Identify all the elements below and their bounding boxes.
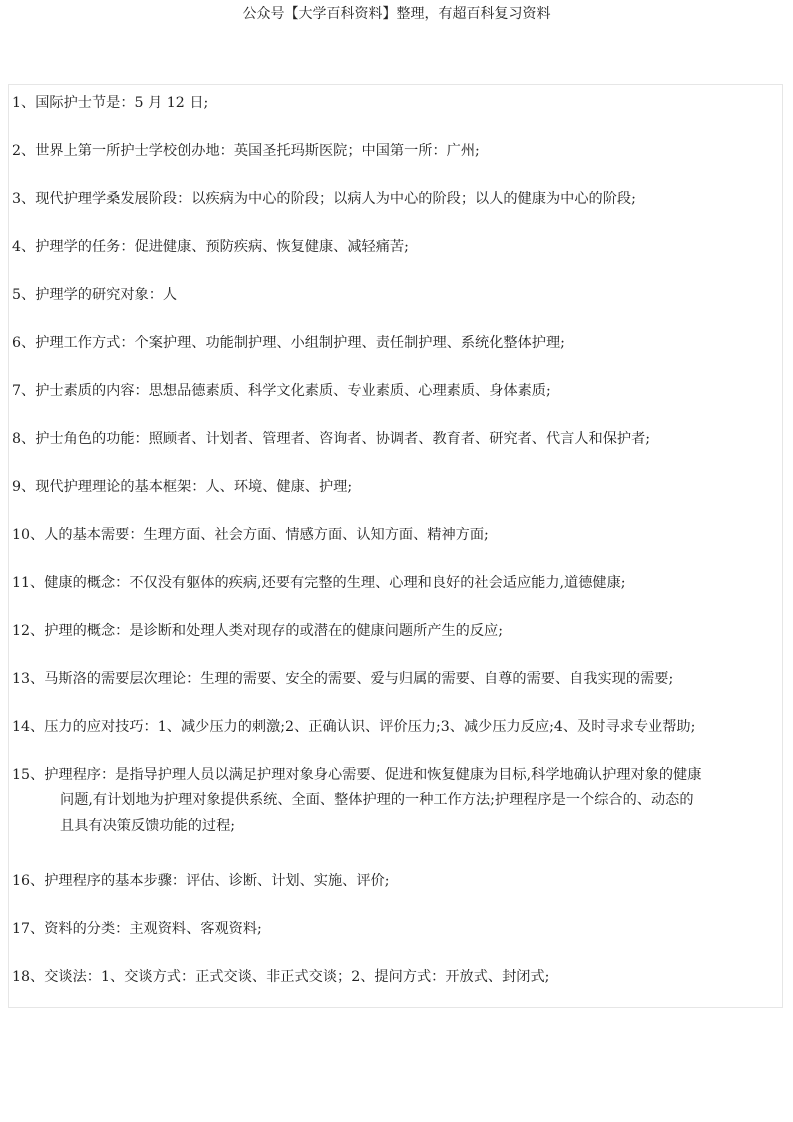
- list-item-15-line-2: 问题,有计划地为护理对象提供系统、全面、整体护理的一种工作方法;护理程序是一个综合的、动态的: [60, 792, 694, 808]
- list-item-13: 13、马斯洛的需要层次理论：生理的需要、安全的需要、爱与归属的需要、自尊的需要、自我实现的需要;: [12, 671, 674, 687]
- list-item-18: 18、交谈法：1、交谈方式：正式交谈、非正式交谈；2、提问方式：开放式、封闭式;: [12, 969, 550, 985]
- content-box: [8, 84, 783, 1008]
- list-item-15: [12, 763, 782, 839]
- list-item-10: 10、人的基本需要：生理方面、社会方面、情感方面、认知方面、精神方面;: [12, 527, 489, 543]
- page-header: 公众号【大学百科资料】整理，有超百科复习资料: [242, 6, 551, 22]
- list-item-5: 5、护理学的研究对象：人: [12, 287, 178, 303]
- list-item-15-line-1: 15、护理程序：是指导护理人员以满足护理对象身心需要、促进和恢复健康为目标,科学地确认护理对象的健康: [12, 767, 702, 783]
- list-item-11: 11、健康的概念：不仅没有躯体的疾病,还要有完整的生理、心理和良好的社会适应能力,道德健康;: [12, 575, 626, 591]
- list-item-1: 1、国际护士节是：5 月 12 日;: [12, 95, 209, 111]
- list-item-2: 2、世界上第一所护士学校创办地：英国圣托玛斯医院；中国第一所：广州;: [12, 143, 480, 159]
- list-item-14: 14、压力的应对技巧：1、减少压力的刺激;2、正确认识、评价压力;3、减少压力反应;4、及时寻求专业帮助;: [12, 719, 696, 735]
- list-item-4: 4、护理学的任务：促进健康、预防疾病、恢复健康、减轻痛苦;: [12, 239, 409, 255]
- list-item-8: 8、护士角色的功能：照顾者、计划者、管理者、咨询者、协调者、教育者、研究者、代言人和保护者;: [12, 431, 651, 447]
- list-item-15-line-3: 且具有决策反馈功能的过程;: [60, 818, 236, 834]
- list-item-7: 7、护士素质的内容：思想品德素质、科学文化素质、专业素质、心理素质、身体素质;: [12, 383, 551, 399]
- list-item-6: 6、护理工作方式：个案护理、功能制护理、小组制护理、责任制护理、系统化整体护理;: [12, 335, 565, 351]
- list-item-16: 16、护理程序的基本步骤：评估、诊断、计划、实施、评价;: [12, 873, 390, 889]
- list-item-17: 17、资料的分类：主观资料、客观资料;: [12, 921, 262, 937]
- list-item-3: 3、现代护理学桑发展阶段：以疾病为中心的阶段；以病人为中心的阶段；以人的健康为中心的阶段;: [12, 191, 636, 207]
- list-item-9: 9、现代护理理论的基本框架：人、环境、健康、护理;: [12, 479, 353, 495]
- list-item-12: 12、护理的概念：是诊断和处理人类对现存的或潜在的健康问题所产生的反应;: [12, 623, 504, 639]
